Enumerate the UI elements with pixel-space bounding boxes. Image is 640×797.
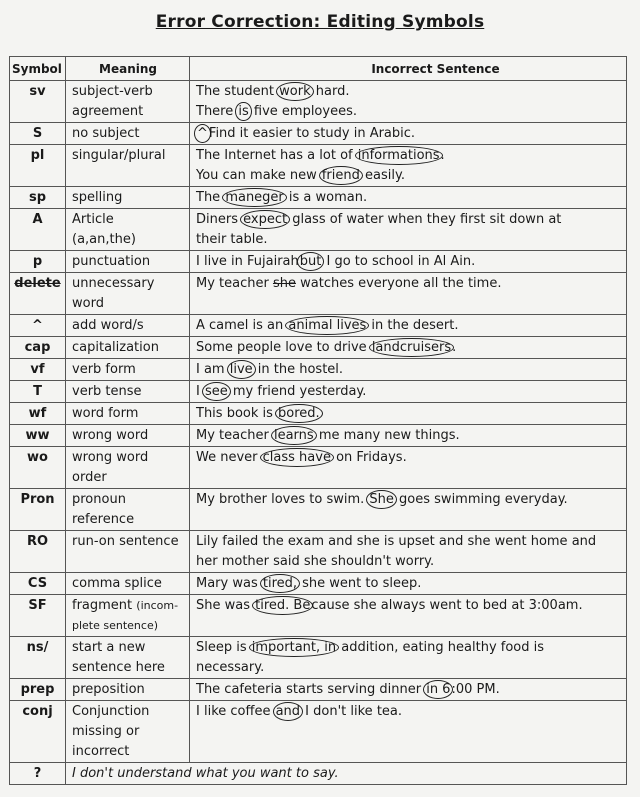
sentence-cell: [190, 425, 627, 447]
meaning-line: [72, 596, 184, 616]
meaning-line: preposition: [72, 682, 145, 697]
symbol-cell: wo: [10, 447, 66, 489]
sentence-cell: [190, 595, 627, 637]
table-row: [10, 273, 627, 315]
sentence-text: Find it easier to study in Arabic.: [208, 126, 416, 141]
sentence-line: [72, 764, 621, 784]
circled-error: tired,: [260, 574, 300, 593]
meaning-line: word: [72, 296, 104, 311]
meaning-line: plete sentence): [72, 619, 159, 632]
meaning-cell: [66, 187, 190, 209]
sentence-text: her mother said she shouldn't worry.: [196, 554, 435, 569]
sentence-text: :00 PM.: [451, 682, 500, 697]
circled-error: She: [366, 490, 397, 509]
header-meaning: Meaning: [66, 57, 190, 81]
meaning-cell: [66, 489, 190, 531]
table-row: [10, 381, 627, 403]
sentence-text: I: [196, 384, 204, 399]
meaning-line: capitalization: [72, 340, 159, 355]
meaning-line: incorrect: [72, 744, 130, 759]
sentence-cell: [190, 251, 627, 273]
symbol-cell: wf: [10, 403, 66, 425]
meaning-line: subject-verb: [72, 84, 153, 99]
table-row: [10, 763, 627, 785]
table-row: [10, 637, 627, 679]
table-row: [10, 145, 627, 187]
meaning-cell: [66, 359, 190, 381]
table-body: [10, 81, 627, 785]
table-row: [10, 679, 627, 701]
meaning-cell: [66, 637, 190, 679]
meaning-line: punctuation: [72, 254, 151, 269]
sentence-text: My brother loves to swim.: [196, 492, 369, 507]
sentence-line: [196, 252, 621, 272]
symbol-cell: RO: [10, 531, 66, 573]
circled-error: see: [202, 382, 231, 401]
table-row: [10, 531, 627, 573]
sentence-cell: [190, 489, 627, 531]
sentence-cell: [190, 403, 627, 425]
circled-error: bored.: [275, 404, 323, 423]
sentence-line: [196, 316, 621, 336]
sentence-text: Sleep is: [196, 640, 251, 655]
sentence-line: [196, 490, 621, 510]
circled-error: learns: [271, 426, 317, 445]
symbol-cell: CS: [10, 573, 66, 595]
symbol-cell: A: [10, 209, 66, 251]
meaning-line: no subject: [72, 126, 140, 141]
meaning-line: wrong word: [72, 428, 149, 443]
sentence-text: We never: [196, 450, 262, 465]
symbol-cell: SF: [10, 595, 66, 637]
sentence-text: necessary.: [196, 660, 265, 675]
circled-error: work: [276, 82, 313, 101]
meaning-cell: [66, 531, 190, 573]
sentence-text: five employees.: [249, 104, 357, 119]
sentence-line: [196, 210, 621, 230]
meaning-line: verb tense: [72, 384, 142, 399]
meaning-cell: [66, 273, 190, 315]
sentence-text: glass of water when they first sit down at: [288, 212, 562, 227]
meaning-cell: [66, 595, 190, 637]
sentence-line: [196, 230, 621, 250]
sentence-cell: [190, 359, 627, 381]
sentence-line: [196, 166, 621, 186]
circled-error: landcruisers: [369, 338, 454, 357]
symbol-cell: vf: [10, 359, 66, 381]
meaning-cell: [66, 403, 190, 425]
sentence-text: Diners: [196, 212, 243, 227]
meaning-cell: [66, 447, 190, 489]
sentence-line: [196, 680, 621, 700]
sentence-text: she went to sleep.: [298, 576, 422, 591]
sentence-line: [196, 574, 621, 594]
sentence-text: The Internet has a lot of: [196, 148, 357, 163]
table-row: [10, 359, 627, 381]
table-row: [10, 447, 627, 489]
sentence-text: easily.: [360, 168, 405, 183]
sentence-line: [196, 552, 621, 572]
sentence-line: [196, 426, 621, 446]
circled-error: important, in: [249, 638, 339, 657]
circled-error: maneger: [222, 188, 286, 207]
sentence-text: I don't like tea.: [301, 704, 403, 719]
meaning-line: comma splice: [72, 576, 162, 591]
meaning-line: spelling: [72, 190, 123, 205]
table-row: [10, 573, 627, 595]
sentence-cell: [190, 81, 627, 123]
sentence-cell: [190, 679, 627, 701]
table-row: [10, 187, 627, 209]
meaning-text: fragment: [72, 598, 137, 613]
sentence-text: Some people love to drive: [196, 340, 371, 355]
sentence-text: on Fridays.: [331, 450, 407, 465]
sentence-line: [196, 146, 621, 166]
circled-error: informations: [355, 146, 443, 165]
circled-error: animal lives: [285, 316, 369, 335]
circled-error: friend: [319, 166, 363, 185]
sentence-line: [196, 532, 621, 552]
sentence-line: [196, 382, 621, 402]
sentence-text: their table.: [196, 232, 268, 247]
meaning-line: verb form: [72, 362, 136, 377]
sentence-text: goes swimming everyday.: [394, 492, 568, 507]
table-row: [10, 209, 627, 251]
struck-word: she: [272, 276, 296, 291]
meaning-cell: [66, 425, 190, 447]
sentence-text: my friend yesterday.: [228, 384, 367, 399]
sentence-cell: [190, 273, 627, 315]
symbol-cell: sv: [10, 81, 66, 123]
table-row: [10, 123, 627, 145]
table-row: [10, 315, 627, 337]
meaning-cell: [66, 315, 190, 337]
symbol-cell: ?: [10, 763, 66, 785]
sentence-text: I live in Fujairah: [196, 254, 299, 269]
sentence-text: me many new things.: [314, 428, 460, 443]
meaning-line: sentence here: [72, 660, 165, 675]
sentence-text: There: [196, 104, 238, 119]
symbol-cell: prep: [10, 679, 66, 701]
circled-error: class have: [260, 448, 334, 467]
circled-error: ^: [194, 124, 211, 143]
sentence-text: .: [440, 148, 445, 163]
sentence-cell: [190, 337, 627, 359]
sentence-text: My teacher: [196, 276, 273, 291]
symbol-cell: ns/: [10, 637, 66, 679]
circled-error: but: [297, 252, 325, 271]
page-title: Error Correction: Editing Symbols: [155, 12, 485, 32]
sentence-cell: [190, 447, 627, 489]
sentence-text: I am: [196, 362, 229, 377]
sentence-line: [196, 638, 621, 658]
sentence-text: The: [196, 190, 225, 205]
sentence-text: I go to school in Al Ain.: [322, 254, 476, 269]
table-row: [10, 701, 627, 763]
sentence-text: A camel is an: [196, 318, 288, 333]
circled-error: tired. Be: [252, 596, 313, 615]
meaning-line: Article: [72, 212, 114, 227]
sentence-cell: [190, 315, 627, 337]
sentence-line: [196, 124, 621, 144]
symbol-cell: cap: [10, 337, 66, 359]
sentence-text: Lily failed the exam and she is upset and she went home and: [196, 534, 597, 549]
symbol-cell: sp: [10, 187, 66, 209]
sentence-line: [196, 82, 621, 102]
meaning-cell: [66, 209, 190, 251]
symbol-cell: pl: [10, 145, 66, 187]
sentence-line: [196, 274, 621, 294]
header-row: [10, 57, 627, 81]
editing-symbols-table: [9, 56, 627, 785]
symbol-cell: S: [10, 123, 66, 145]
symbol-cell: conj: [10, 701, 66, 763]
symbol-cell: ^: [10, 315, 66, 337]
sentence-text: watches everyone all the time.: [295, 276, 502, 291]
sentence-text: addition, eating healthy food is: [337, 640, 545, 655]
circled-error: in 6: [423, 680, 453, 699]
meaning-cell: [66, 337, 190, 359]
meaning-note: (incom-: [136, 599, 179, 612]
sentence-text: The student: [196, 84, 279, 99]
table-row: [10, 489, 627, 531]
sentence-line: [196, 360, 621, 380]
sentence-line: [196, 404, 621, 424]
table-row: [10, 81, 627, 123]
sentence-cell: [66, 763, 627, 785]
sentence-line: [196, 102, 621, 122]
table-row: [10, 595, 627, 637]
table-row: [10, 425, 627, 447]
sentence-cell: [190, 187, 627, 209]
sentence-cell: [190, 701, 627, 763]
symbol-cell: delete: [10, 273, 66, 315]
sentence-text: in the hostel.: [253, 362, 344, 377]
sentence-line: [196, 658, 621, 678]
meaning-line: add word/s: [72, 318, 144, 333]
sentence-text: I don't understand what you want to say.: [72, 766, 339, 781]
meaning-line: missing or: [72, 724, 140, 739]
meaning-line: reference: [72, 512, 135, 527]
sentence-text: My teacher: [196, 428, 273, 443]
sentence-cell: [190, 209, 627, 251]
sentence-text: in the desert.: [367, 318, 459, 333]
meaning-line: word form: [72, 406, 139, 421]
meaning-line: run-on sentence: [72, 534, 179, 549]
sentence-line: [196, 188, 621, 208]
symbol-cell: T: [10, 381, 66, 403]
sentence-text: The cafeteria starts serving dinner: [196, 682, 426, 697]
meaning-cell: [66, 251, 190, 273]
meaning-cell: [66, 81, 190, 123]
table-row: [10, 337, 627, 359]
sentence-text: You can make new: [196, 168, 321, 183]
symbol-cell: ww: [10, 425, 66, 447]
sentence-cell: [190, 123, 627, 145]
meaning-cell: [66, 701, 190, 763]
sentence-cell: [190, 381, 627, 403]
circled-error: live: [227, 360, 256, 379]
sentence-line: [196, 448, 621, 468]
sentence-text: .: [452, 340, 457, 355]
header-symbol: Symbol: [10, 57, 66, 81]
meaning-line: start a new: [72, 640, 146, 655]
symbol-cell: p: [10, 251, 66, 273]
sentence-line: [196, 596, 621, 616]
sentence-text: She was: [196, 598, 255, 613]
meaning-cell: [66, 381, 190, 403]
meaning-line: order: [72, 470, 107, 485]
sentence-text: cause she always went to bed at 3:00am.: [311, 598, 583, 613]
meaning-line: agreement: [72, 104, 144, 119]
table-row: [10, 251, 627, 273]
sentence-line: [196, 702, 621, 722]
symbol-cell: Pron: [10, 489, 66, 531]
sentence-cell: [190, 637, 627, 679]
meaning-line: pronoun: [72, 492, 126, 507]
meaning-line: Conjunction: [72, 704, 150, 719]
meaning-line: (a,an,the): [72, 232, 136, 247]
meaning-cell: [66, 573, 190, 595]
sentence-cell: [190, 531, 627, 573]
sentence-text: is a woman.: [284, 190, 368, 205]
sentence-line: [196, 338, 621, 358]
sentence-text: Mary was: [196, 576, 262, 591]
sentence-text: hard.: [311, 84, 350, 99]
meaning-cell: [66, 679, 190, 701]
table-row: [10, 403, 627, 425]
sentence-cell: [190, 145, 627, 187]
header-incorrect-sentence: Incorrect Sentence: [190, 57, 627, 81]
sentence-text: This book is: [196, 406, 278, 421]
circled-error: and: [273, 702, 303, 721]
circled-error: expect: [240, 210, 290, 229]
meaning-cell: [66, 145, 190, 187]
meaning-line: singular/plural: [72, 148, 166, 163]
meaning-line: unnecessary: [72, 276, 155, 291]
circled-error: is: [235, 102, 251, 121]
meaning-line: wrong word: [72, 450, 149, 465]
sentence-text: I like coffee: [196, 704, 275, 719]
meaning-cell: [66, 123, 190, 145]
sentence-cell: [190, 573, 627, 595]
